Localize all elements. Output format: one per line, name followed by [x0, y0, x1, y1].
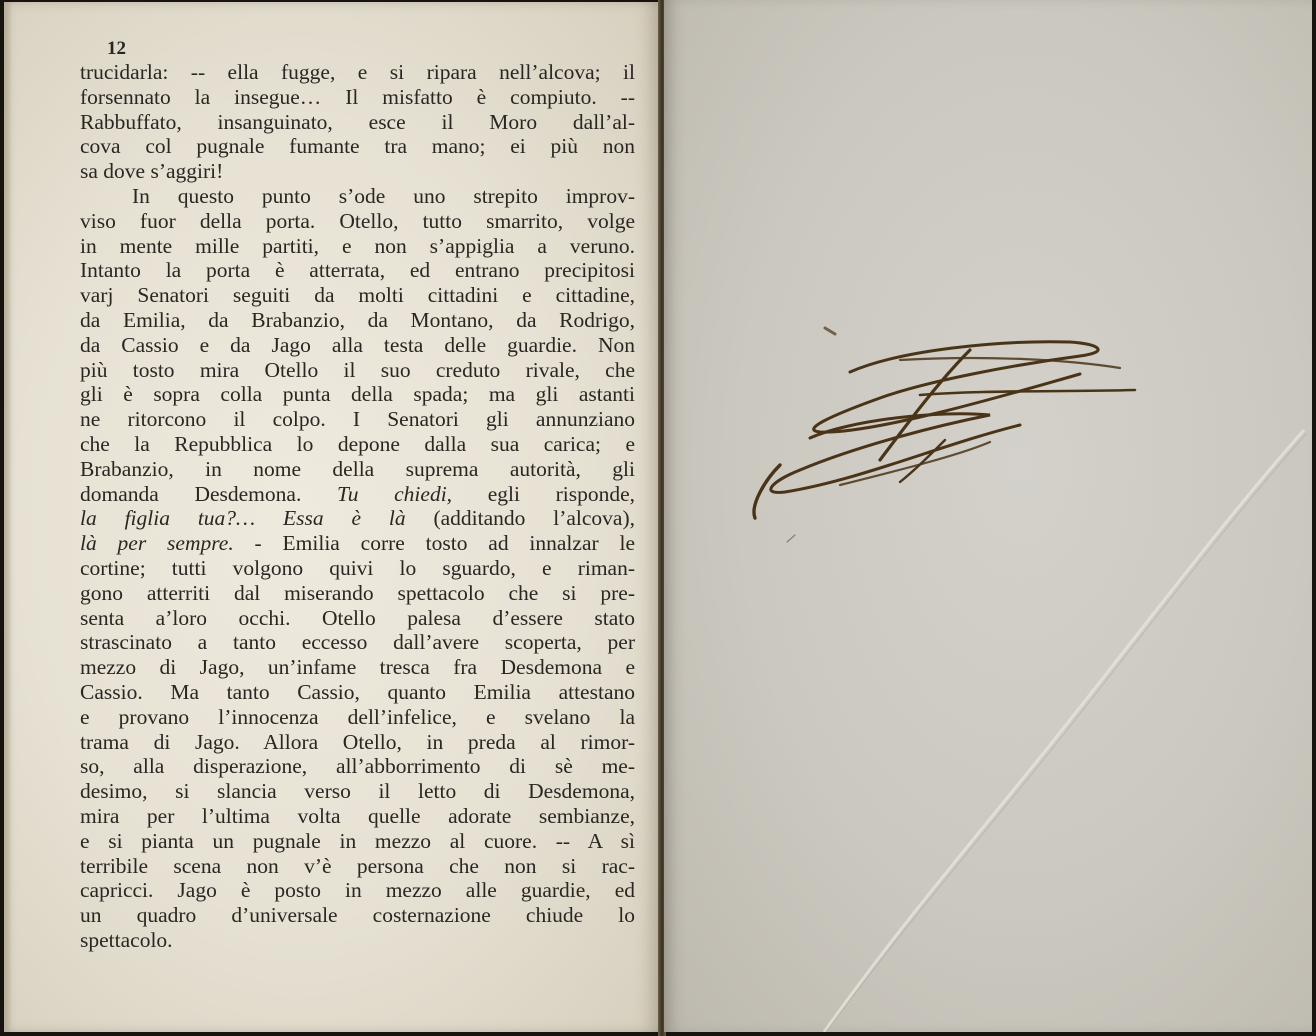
text-line	[80, 382, 635, 407]
text-segment: mira per l’ultima volta quelle adorate sembianze,	[80, 803, 635, 828]
text-segment: capricci. Jago è posto in mezzo alle guardie, ed	[80, 878, 635, 903]
text-line	[80, 258, 635, 283]
text-line	[80, 134, 635, 159]
text-segment: sa dove s’aggiri!	[80, 159, 224, 184]
italic-text: Tu chiedi,	[336, 481, 453, 506]
text-segment: so, alla disperazione, all’abborrimento di sè me-	[80, 754, 635, 779]
text-line	[80, 283, 635, 308]
text-segment: Intanto la porta è atterrata, ed entrano precipitosi	[80, 258, 635, 283]
text-segment: egli risponde,	[452, 481, 635, 506]
text-segment: terribile scena non v’è persona che non si rac-	[80, 853, 635, 878]
text-line	[80, 680, 635, 705]
text-line	[80, 556, 635, 581]
text-line	[80, 60, 635, 85]
text-line	[80, 581, 635, 606]
text-segment: desimo, si slancia verso il letto di Desdemona,	[80, 779, 635, 804]
text-segment: cortine; tutti volgono quivi lo sguardo, e riman-	[80, 555, 635, 580]
text-line	[80, 903, 635, 928]
text-line	[80, 779, 635, 804]
text-segment: - Emilia corre tosto ad innalzar le	[233, 531, 635, 556]
text-line	[80, 333, 635, 358]
text-line	[80, 705, 635, 730]
text-line	[80, 655, 635, 680]
text-line	[80, 928, 635, 953]
text-segment: e si pianta un pugnale in mezzo al cuore. -- A sì	[80, 828, 635, 853]
text-line	[80, 854, 635, 879]
text-segment: spettacolo.	[80, 927, 173, 952]
body-text	[80, 60, 635, 953]
text-segment: strascinato a tanto eccesso dall’avere scoperta, per	[80, 630, 635, 655]
text-segment: mezzo di Jago, un’infame tresca fra Desdemona e	[80, 655, 635, 680]
text-line	[80, 606, 635, 631]
text-line	[80, 506, 635, 531]
text-line	[80, 531, 635, 556]
text-segment: in mente mille partiti, e non s’appiglia a veruno.	[80, 233, 635, 258]
text-line	[80, 730, 635, 755]
text-segment: In questo punto s’ode uno strepito improv-	[132, 183, 635, 208]
text-line	[80, 457, 635, 482]
text-line	[80, 804, 635, 829]
text-segment: viso fuor della porta. Otello, tutto smarrito, volge	[80, 208, 635, 233]
text-line	[80, 209, 635, 234]
text-line	[80, 85, 635, 110]
text-segment: Rabbuffato, insanguinato, esce il Moro dall’al-	[80, 109, 635, 134]
text-line	[80, 754, 635, 779]
text-segment: (additando l’alcova),	[405, 506, 636, 531]
handwritten-signature	[740, 320, 1160, 550]
text-segment: domanda Desdemona.	[80, 481, 337, 506]
text-segment: trucidarla: -- ella fugge, e si ripara nell’alcova; il	[80, 60, 635, 84]
text-line	[80, 184, 635, 209]
text-segment: gono atterriti dal miserando spettacolo che si pre-	[80, 580, 635, 605]
italic-text: là per sempre.	[80, 531, 234, 556]
text-segment: e provano l’innocenza dell’infelice, e svelano la	[80, 704, 635, 729]
text-segment: ne ritorcono il colpo. I Senatori gli annunziano	[80, 407, 635, 432]
text-line	[80, 308, 635, 333]
page-number: 12	[107, 38, 126, 59]
text-segment: gli è sopra colla punta della spada; ma gli astanti	[80, 382, 635, 407]
text-segment: più tosto mira Otello il suo creduto rivale, che	[80, 357, 635, 382]
text-segment: un quadro d’universale costernazione chiude lo	[80, 903, 635, 928]
text-segment: senta a’loro occhi. Otello palesa d’essere stato	[80, 605, 635, 630]
italic-text: la figlia tua?… Essa è là	[80, 506, 406, 531]
text-line	[80, 234, 635, 259]
text-line	[80, 829, 635, 854]
text-line	[80, 407, 635, 432]
text-line	[80, 159, 635, 184]
text-line	[80, 110, 635, 135]
text-line	[80, 432, 635, 457]
text-line	[80, 358, 635, 383]
text-segment: da Cassio e da Jago alla testa delle guardie. Non	[80, 332, 635, 357]
text-line	[80, 878, 635, 903]
text-segment: trama di Jago. Allora Otello, in preda al rimor-	[80, 729, 635, 754]
text-segment: cova col pugnale fumante tra mano; ei più non	[80, 134, 635, 159]
text-segment: forsennato la insegue… Il misfatto è compiuto. --	[80, 84, 635, 109]
text-line	[80, 630, 635, 655]
text-line	[80, 482, 635, 507]
text-segment: che la Repubblica lo depone dalla sua carica; e	[80, 431, 635, 456]
text-segment: da Emilia, da Brabanzio, da Montano, da Rodrigo,	[80, 307, 635, 332]
text-segment: Brabanzio, in nome della suprema autorità, gli	[80, 456, 635, 481]
text-segment: varj Senatori seguiti da molti cittadini e cittadine,	[80, 283, 635, 308]
text-segment: Cassio. Ma tanto Cassio, quanto Emilia attestano	[80, 679, 635, 704]
